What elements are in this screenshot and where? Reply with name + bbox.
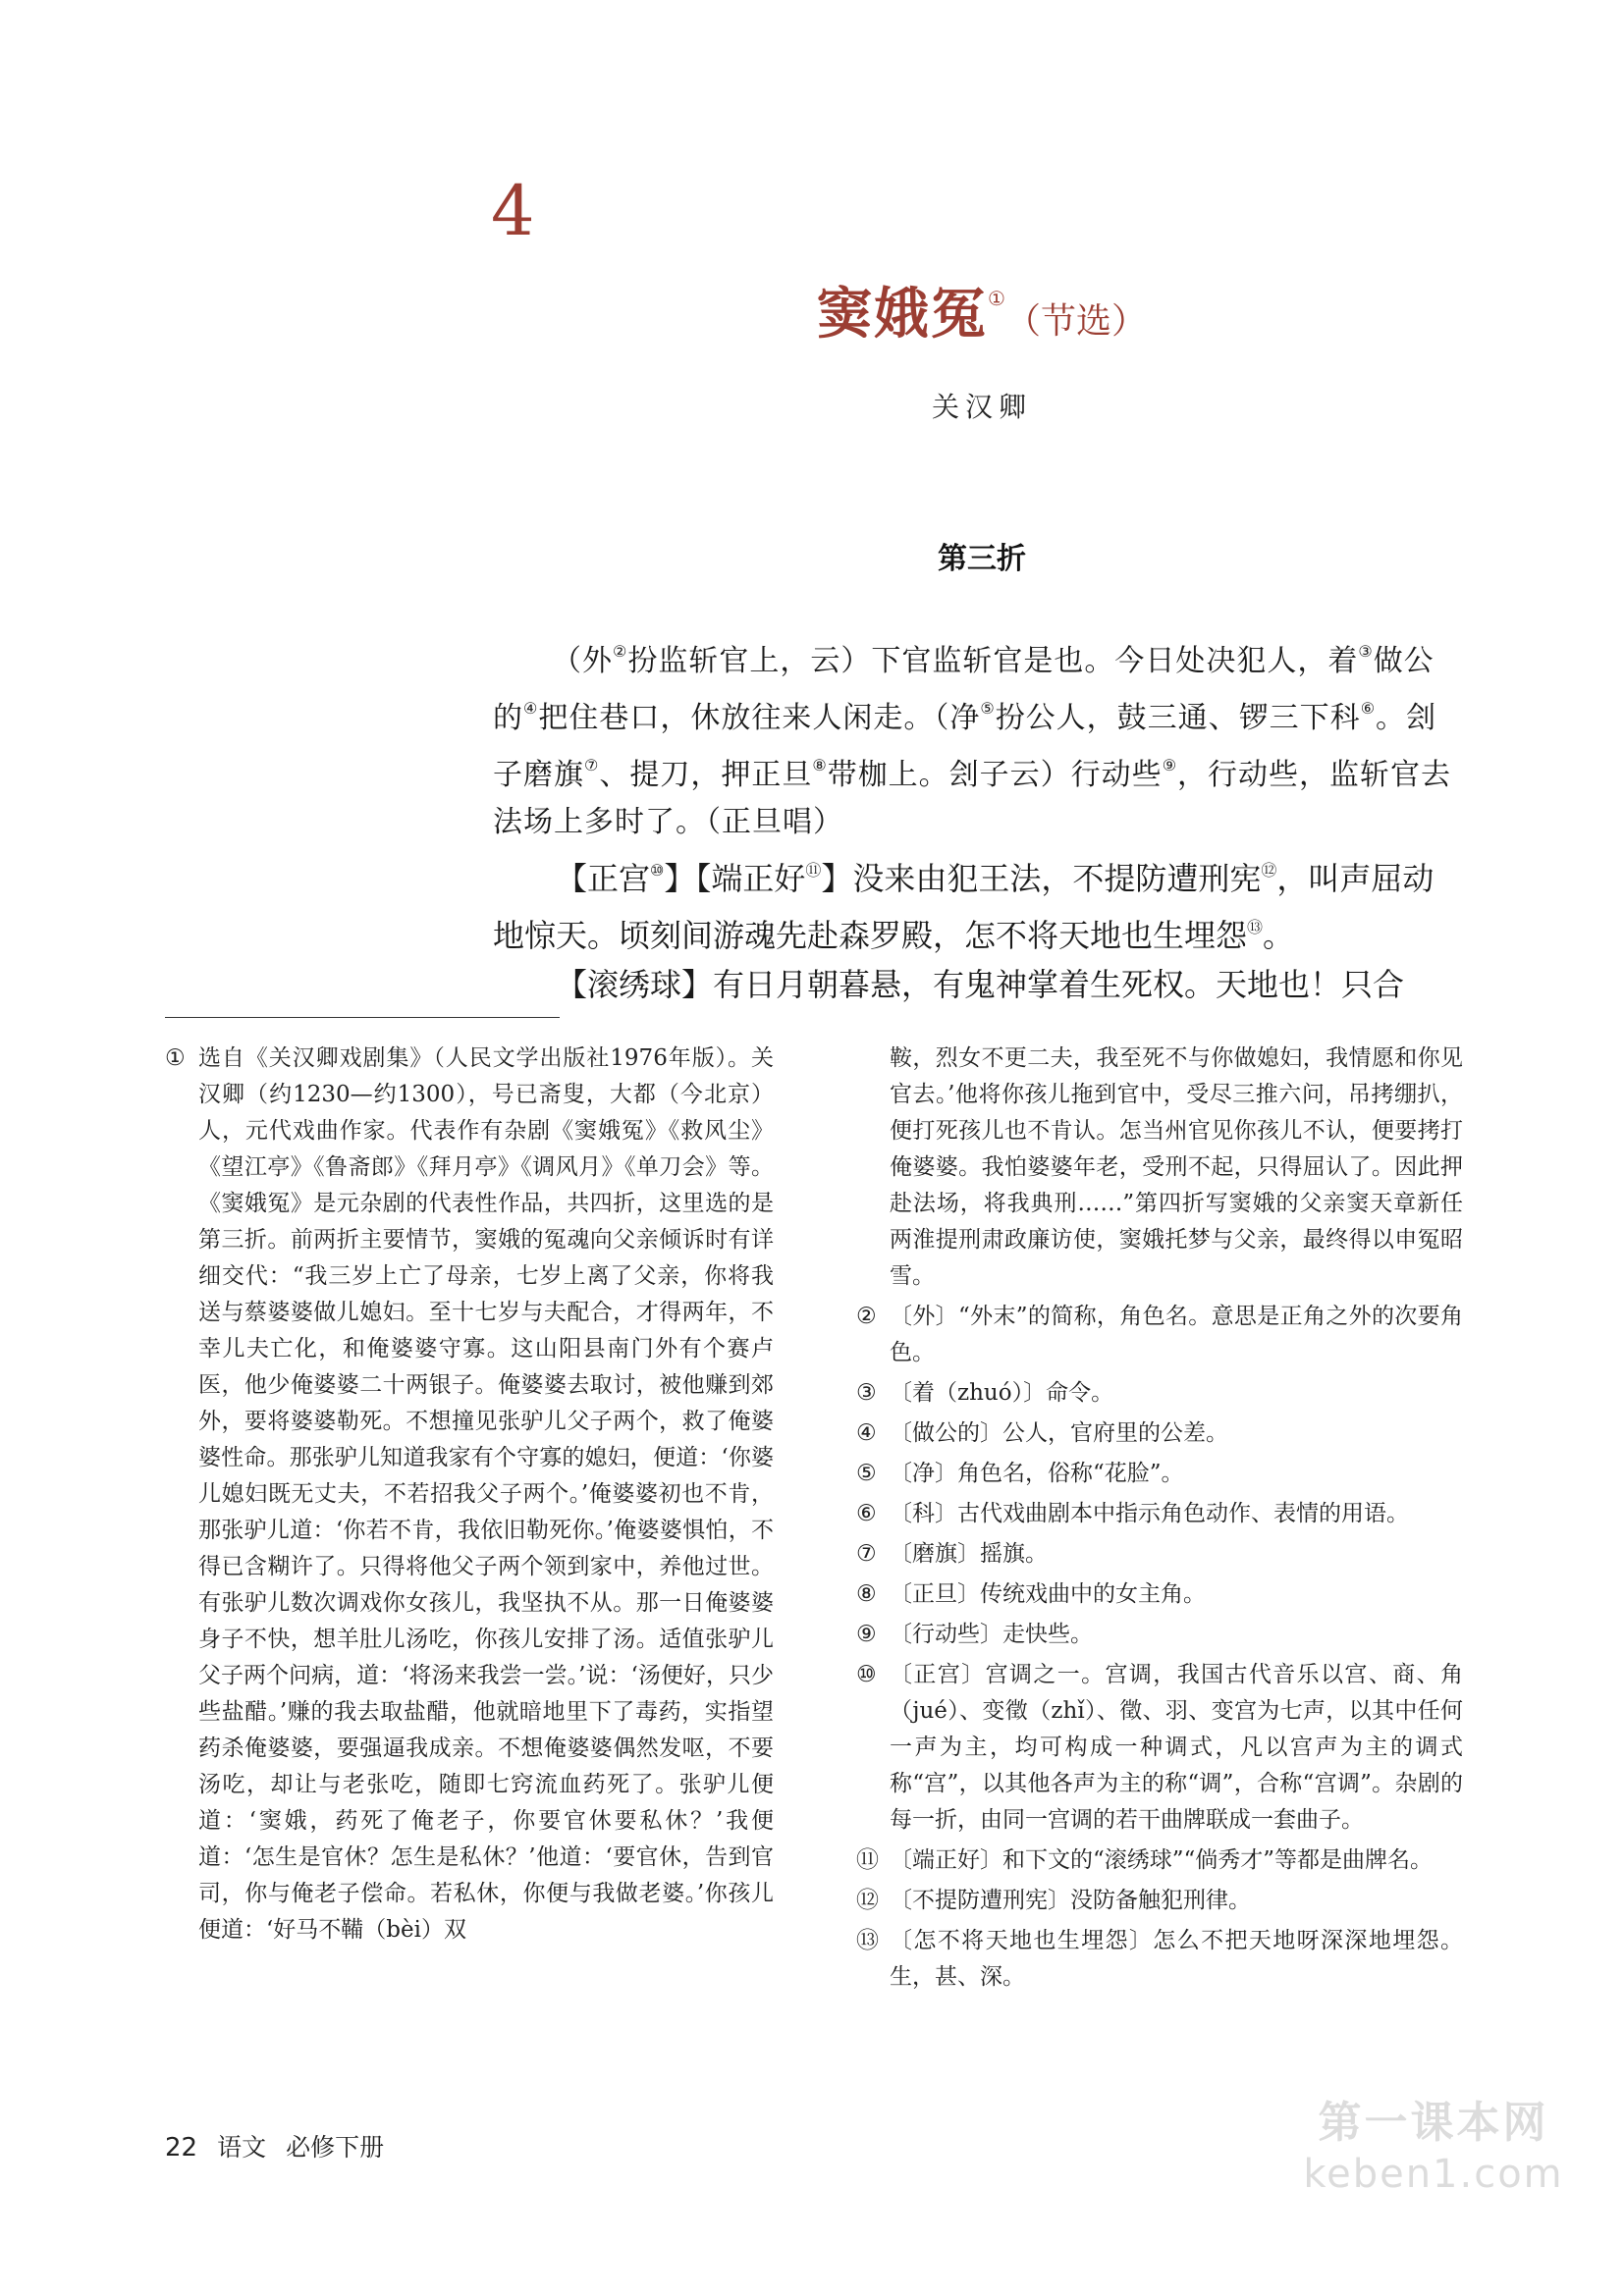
footnote-number: ⑤ (856, 1461, 877, 1486)
footnote-item (856, 1456, 1463, 1492)
footnote-ref: ⑧ (812, 756, 828, 774)
footnote-item (856, 1299, 1463, 1371)
footnote-item (856, 1842, 1463, 1879)
footnote-text: 〔不提防遭刑宪〕没防备触犯刑律。 (890, 1888, 1251, 1913)
footnote-ref: ⑫ (1261, 861, 1277, 880)
footnote-item (856, 1576, 1463, 1613)
footnote-ref: ③ (1358, 642, 1374, 661)
footnotes-left-column (165, 1041, 774, 2061)
footnote-continuation: 鞍，烈女不更二夫，我至死不与你做媳妇，我情愿和你见官去。’他将你孩儿拖到官中，受尽三推六问，吊拷绷扒，便打死孩儿也不肯认。怎当州官见你孩儿不认，便要拷打俺婆婆。我怕婆婆年老，受刑不起，只得屈认了。因此押赴法场，将我典刑……”第四折写窦娥的父亲窦天章新任两淮提刑肃政廉访使，窦娥托梦与父亲，最终得以申冤昭雪。 (890, 1045, 1463, 1289)
footnote-text: 〔端正好〕和下文的“滚绣球”“倘秀才”等都是曲牌名。 (890, 1847, 1434, 1873)
footnote-text: 〔行动些〕走快些。 (890, 1622, 1093, 1647)
page-footer (165, 2128, 754, 2167)
lyric-paragraph-duanzhenghao: 【正宫⑩】【端正好⑪】没来由犯王法，不提防遭刑宪⑫，叫声屈动地惊天。顷刻间游魂先赴森罗殿，怎不将天地也生埋怨⑬。 (493, 860, 1435, 954)
footnote-text: 〔外〕“外末”的简称，角色名。意思是正角之外的次要角色。 (890, 1304, 1463, 1365)
footnote-number: ⑦ (856, 1541, 877, 1567)
page-number: 22 (165, 2133, 198, 2163)
footnote-ref: ⑤ (980, 699, 996, 718)
footnote-number: ⑨ (856, 1622, 877, 1647)
footnote-item (856, 1415, 1463, 1452)
title-main: 窦娥冤 (817, 282, 989, 347)
footnote-text: 〔正宫〕宫调之一。宫调，我国古代音乐以宫、商、角（jué）、变徵（zhǐ）、徵、羽、变宫为七声，以其中任何一声为主，均可构成一种调式，凡以宫声为主的调式称“宫”，以其他各声为主的称“调”，合称“宫调”。杂剧的每一折，由同一宫调的若干曲牌联成一套曲子。 (890, 1662, 1463, 1833)
footnote-text: 〔磨旗〕摇旗。 (890, 1541, 1048, 1567)
footnote-divider (165, 1017, 560, 1018)
stage-direction-paragraph: （外②扮监斩官上，云）下官监斩官是也。今日处决犯人，着③做公的④把住巷口，休放往来人闲走。（净⑤扮公人，鼓三通、锣三下科⑥。刽子磨旗⑦、提刀，押正旦⑧带枷上。刽子云）行动些⑨，行动些，监斩官去法场上多时了。（正旦唱） (493, 642, 1452, 839)
footnote-number: ⑫ (856, 1888, 879, 1913)
footnote-ref: ⑨ (1162, 756, 1178, 774)
footnote-text: 〔着（zhuó）〕命令。 (890, 1380, 1114, 1406)
footnote-item (165, 1041, 774, 1949)
footnote-ref: ⑪ (805, 861, 822, 880)
footnote-number: ③ (856, 1380, 877, 1406)
book-volume: 必修下册 (286, 2133, 385, 2162)
footnote-text: 〔做公的〕公人，官府里的公差。 (890, 1420, 1228, 1446)
act-title: 第三折 (938, 542, 1026, 576)
book-subject: 语文 (217, 2133, 267, 2162)
author: 关汉卿 (931, 391, 1032, 423)
footnote-text: 选自《关汉卿戏剧集》（人民文学出版社1976年版）。关汉卿（约1230—约1300），号已斋叟，大都（今北京）人，元代戏曲作家。代表作有杂剧《窦娥冤》《救风尘》《望江亭》《鲁斋郎》《拜月亭》《调风月》《单刀会》等。《窦娥冤》是元杂剧的代表性作品，共四折，这里选的是第三折。前两折主要情节，窦娥的冤魂向父亲倾诉时有详细交代：“我三岁上亡了母亲，七岁上离了父亲，你将我送与蔡婆婆做儿媳妇。至十七岁与夫配合，才得两年，不幸儿夫亡化，和俺婆婆守寡。这山阳县南门外有个赛卢医，他少俺婆婆二十两银子。俺婆婆去取讨，被他赚到郊外，要将婆婆勒死。不想撞见张驴儿父子两个，救了俺婆婆性命。那张驴儿知道我家有个守寡的媳妇，便道：‘你婆儿媳妇既无丈夫，不若招我父子两个。’俺婆婆初也不肯，那张驴儿道：‘你若不肯，我依旧勒死你。’俺婆婆惧怕，不得已含糊许了。只得将他父子两个领到家中，养他过世。有张驴儿数次调戏你女孩儿，我坚执不从。那一日俺婆婆身子不快，想羊肚儿汤吃，你孩儿安排了汤。适值张驴儿父子两个问病，道：‘将汤来我尝一尝。’说：‘汤便好，只少些盐醋。’赚的我去取盐醋，他就暗地里下了毒药，实指望药杀俺婆婆，要强逼我成亲。不想俺婆婆偶然发呕，不要汤吃，却让与老张吃，随即七窍流血药死了。张驴儿便道：‘窦娥，药死了俺老子，你要官休要私休？’我便道：‘怎生是官休？怎生是私休？’他道：‘要官休，告到官司，你与俺老子偿命。若私休，你便与我做老婆。’你孩儿便道：‘好马不鞴（bèi）双 (198, 1045, 774, 1943)
footnote-text: 〔正旦〕传统戏曲中的女主角。 (890, 1581, 1206, 1607)
footnote-number: ② (856, 1304, 877, 1329)
title-footnote-ref: ① (988, 287, 1005, 310)
footnotes-right-column (856, 1041, 1463, 2061)
watermark (1267, 2096, 1600, 2214)
footnote-item (856, 1617, 1463, 1653)
footnote-item (856, 1536, 1463, 1573)
footnote-ref: ② (613, 642, 628, 661)
footnote-text: 〔怎不将天地也生埋怨〕怎么不把天地呀深深地埋怨。生，甚、深。 (890, 1928, 1463, 1990)
footnote-item (856, 1375, 1463, 1412)
footnote-number: ⑬ (856, 1928, 879, 1953)
footnote-ref: ⑬ (1247, 918, 1264, 936)
footnote-ref: ⑩ (650, 861, 665, 880)
footnote-item (856, 1496, 1463, 1532)
watermark-site-name: 第一课本网 (1318, 2098, 1549, 2148)
footnote-number: ① (165, 1045, 186, 1071)
footnote-number: ⑪ (856, 1847, 879, 1873)
footnote-number: ⑩ (856, 1662, 877, 1687)
footnote-number: ④ (856, 1420, 877, 1446)
footnote-item (856, 1923, 1463, 1996)
footnote-number: ⑥ (856, 1501, 877, 1526)
lesson-number: 4 (491, 171, 535, 251)
lesson-title (491, 265, 1473, 363)
footnote-ref: ⑥ (1360, 699, 1377, 718)
main-text (493, 628, 1457, 1021)
footnote-ref: ④ (523, 699, 539, 718)
footnote-ref: ⑦ (584, 756, 600, 774)
watermark-url: keben1.com (1303, 2152, 1564, 2197)
footnote-text: 〔科〕古代戏曲剧本中指示角色动作、表情的用语。 (890, 1501, 1409, 1526)
footnote-item (856, 1657, 1463, 1839)
footnote-item (856, 1883, 1463, 1919)
footnote-text: 〔净〕角色名，俗称“花脸”。 (890, 1461, 1184, 1486)
footnote-number: ⑧ (856, 1581, 877, 1607)
lyric-paragraph-gunxiuqiu: 【滚绣球】有日月朝暮悬，有鬼神掌着生死权。天地也！只合 (556, 966, 1405, 1003)
title-sub: （节选） (1004, 301, 1147, 342)
